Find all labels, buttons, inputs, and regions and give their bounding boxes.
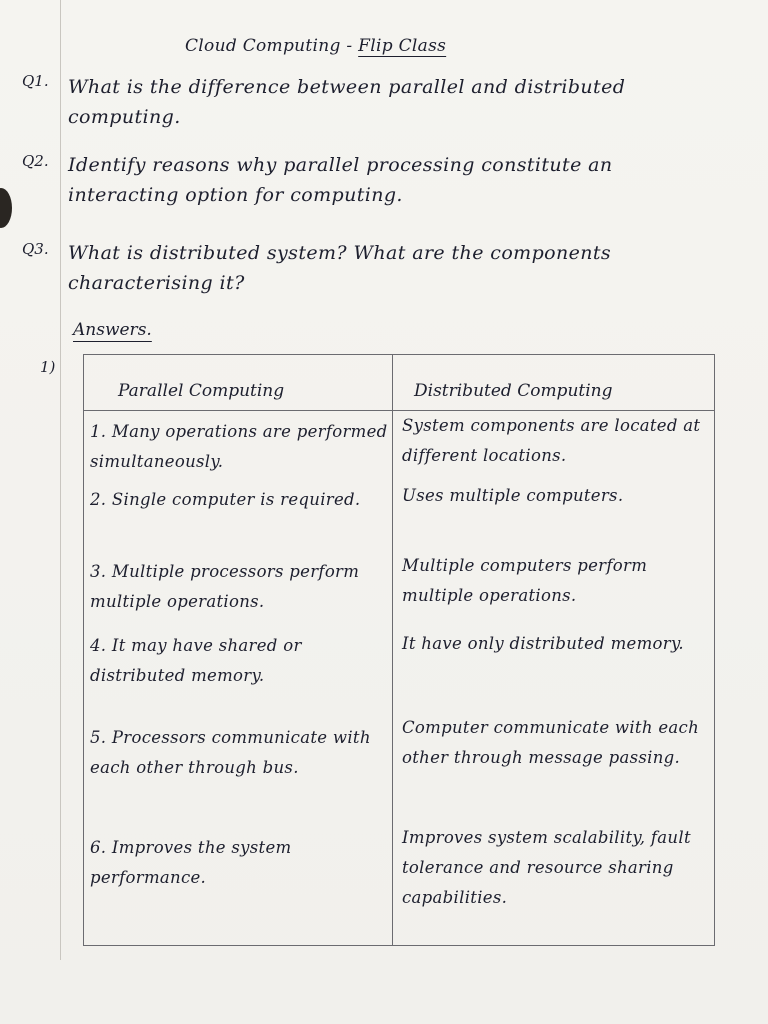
table-cell-parallel: 5. Processors communicate with each other through bus. xyxy=(90,728,371,777)
comparison-table xyxy=(83,354,715,946)
table-cell-distributed: Uses multiple computers. xyxy=(402,486,624,505)
table-header-distributed: Distributed Computing xyxy=(414,381,613,401)
table-cell-distributed: Multiple computers perform multiple operations. xyxy=(402,556,648,605)
table-cell-parallel: 1. Many operations are performed simultaneously. xyxy=(90,422,388,471)
table-header-parallel: Parallel Computing xyxy=(118,381,285,401)
column-divider xyxy=(392,355,393,945)
margin-line xyxy=(60,0,61,960)
question-label: Q3. xyxy=(22,240,49,258)
table-cell-distributed: System components are located at different locations. xyxy=(402,416,701,465)
question-text: What is distributed system? What are the components characterising it? xyxy=(68,242,612,294)
question-label: Q2. xyxy=(22,152,49,170)
page-title xyxy=(185,36,446,56)
answer-number: 1) xyxy=(40,358,56,376)
title-subject: Cloud Computing - xyxy=(185,36,359,56)
question-text: Identify reasons why parallel processing constitute an interacting option for computing. xyxy=(68,154,613,206)
answers-heading: Answers. xyxy=(73,320,152,340)
title-class: Flip Class xyxy=(358,36,447,56)
table-cell-parallel: 6. Improves the system performance. xyxy=(90,838,292,887)
punch-hole xyxy=(0,188,12,228)
table-cell-distributed: Improves system scalability, fault tolerance and resource sharing capabilities. xyxy=(402,828,691,907)
table-cell-distributed: It have only distributed memory. xyxy=(402,634,684,653)
table-cell-distributed: Computer communicate with each other through message passing. xyxy=(402,718,700,767)
table-cell-parallel: 3. Multiple processors perform multiple operations. xyxy=(90,562,360,611)
question-label: Q1. xyxy=(22,72,49,90)
question-text: What is the difference between parallel and distributed computing. xyxy=(68,76,626,128)
table-cell-parallel: 2. Single computer is required. xyxy=(90,490,361,509)
table-cell-parallel: 4. It may have shared or distributed memory. xyxy=(90,636,302,685)
